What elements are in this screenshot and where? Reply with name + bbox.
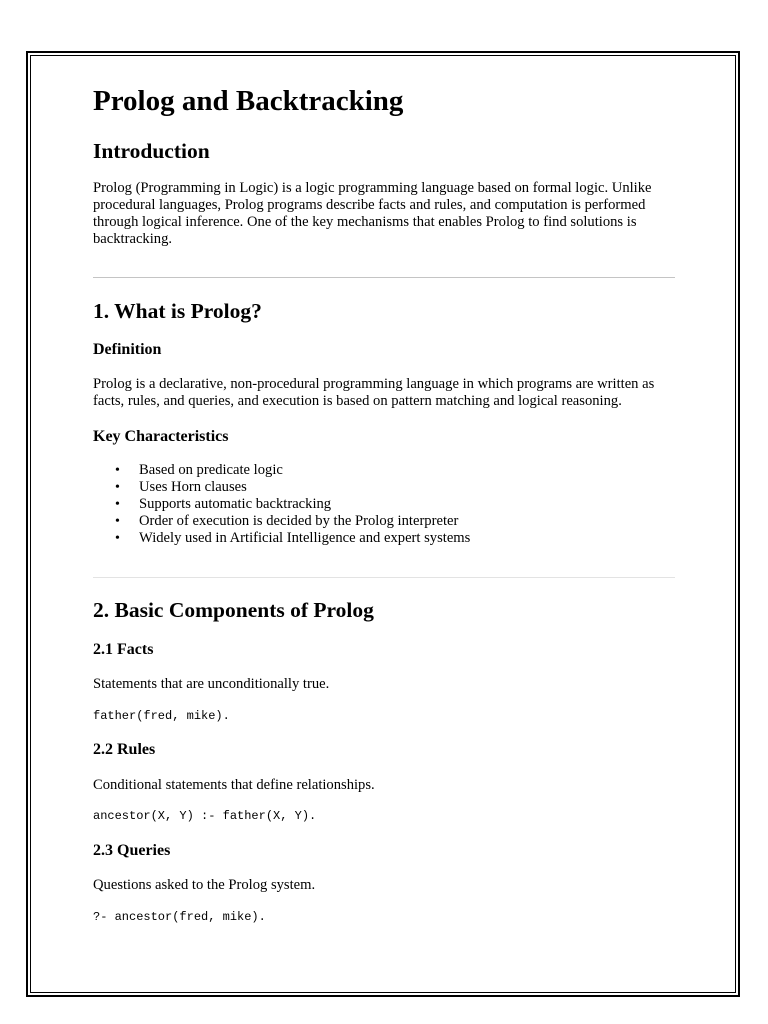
list-item-text: Supports automatic backtracking xyxy=(139,496,332,512)
rules-code: ancestor(X, Y) :- father(X, Y). xyxy=(93,809,317,823)
facts-text: Statements that are unconditionally true. xyxy=(93,676,330,692)
definition-heading: Definition xyxy=(93,341,162,358)
characteristics-heading: Key Characteristics xyxy=(93,428,229,445)
facts-code: father(fred, mike). xyxy=(93,709,230,723)
queries-code: ?- ancestor(fred, mike). xyxy=(93,910,266,924)
bullet-icon: • xyxy=(115,514,120,529)
section2-heading: 2. Basic Components of Prolog xyxy=(93,598,374,622)
page-title: Prolog and Backtracking xyxy=(93,85,404,117)
intro-heading: Introduction xyxy=(93,139,210,163)
list-item xyxy=(93,513,470,530)
characteristics-list xyxy=(93,462,470,547)
queries-heading: 2.3 Queries xyxy=(93,842,171,859)
section-divider xyxy=(93,577,675,578)
list-item-text: Order of execution is decided by the Prolog interpreter xyxy=(139,513,459,529)
section1-heading: 1. What is Prolog? xyxy=(93,299,262,323)
list-item xyxy=(93,496,470,513)
bullet-icon: • xyxy=(115,497,120,512)
bullet-icon: • xyxy=(115,531,120,546)
list-item xyxy=(93,479,470,496)
list-item-text: Widely used in Artificial Intelligence and expert systems xyxy=(139,530,471,546)
list-item xyxy=(93,530,470,547)
bullet-icon: • xyxy=(115,480,120,495)
section-divider xyxy=(93,277,675,278)
rules-text: Conditional statements that define relationships. xyxy=(93,777,375,793)
rules-heading: 2.2 Rules xyxy=(93,741,156,758)
bullet-icon: • xyxy=(115,463,120,478)
list-item-text: Based on predicate logic xyxy=(139,462,283,478)
facts-heading: 2.1 Facts xyxy=(93,641,154,658)
list-item-text: Uses Horn clauses xyxy=(139,479,247,495)
queries-text: Questions asked to the Prolog system. xyxy=(93,877,316,893)
definition-text: Prolog is a declarative, non-procedural programming language in which programs are written as facts, rules, and queries, and execution is based on pattern matching and logical reasoning. xyxy=(93,376,655,409)
intro-paragraph: Prolog (Programming in Logic) is a logic programming language based on formal logic. Unlike procedural languages, Prolog programs describe facts and rules, and computation is performed through logical inference. One of the key mechanisms that enables Prolog to find solutions is backtracking. xyxy=(93,180,652,247)
list-item xyxy=(93,462,470,479)
